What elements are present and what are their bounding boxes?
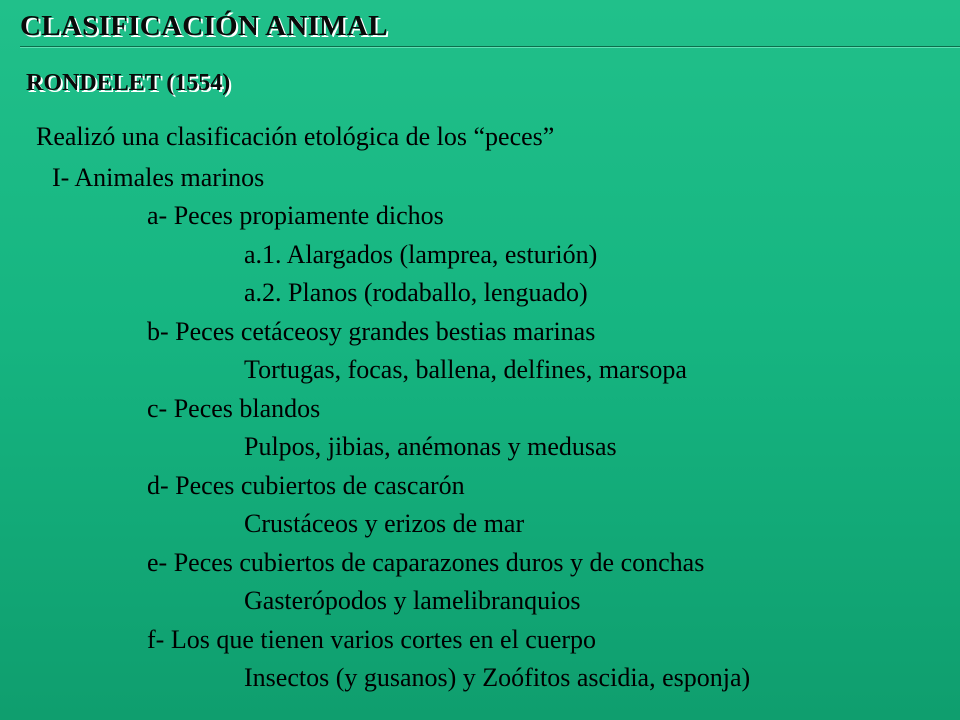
list-item-level3: a.2. Planos (rodaballo, lenguado) xyxy=(244,278,588,307)
list-item-level3: Insectos (y gusanos) y Zoófitos ascidia, esponja) xyxy=(244,663,751,692)
slide-title: CLASIFICACIÓN ANIMAL xyxy=(20,10,388,42)
list-item-level3: Pulpos, jibias, anémonas y medusas xyxy=(244,432,617,461)
list-item-level2: b- Peces cetáceosy grandes bestias marinas xyxy=(147,317,596,346)
list-item-level2: e- Peces cubiertos de caparazones duros y de conchas xyxy=(147,548,705,577)
title-underline xyxy=(20,46,960,48)
list-item-level1: I- Animales marinos xyxy=(52,163,265,192)
list-item-level2: d- Peces cubiertos de cascarón xyxy=(147,471,465,500)
list-item-level3: Gasterópodos y lamelibranquios xyxy=(244,586,581,615)
list-item-level3: a.1. Alargados (lamprea, esturión) xyxy=(244,240,598,269)
list-item-level3: Crustáceos y erizos de mar xyxy=(244,509,525,538)
list-item-level2: f- Los que tienen varios cortes en el cuerpo xyxy=(147,625,597,654)
list-item-level2: a- Peces propiamente dichos xyxy=(147,201,444,230)
intro-text: Realizó una clasificación etológica de los “peces” xyxy=(36,122,555,151)
list-item-level3: Tortugas, focas, ballena, delfines, marsopa xyxy=(244,355,687,384)
slide-subtitle: RONDELET (1554) xyxy=(26,70,231,96)
list-item-level2: c- Peces blandos xyxy=(147,394,321,423)
